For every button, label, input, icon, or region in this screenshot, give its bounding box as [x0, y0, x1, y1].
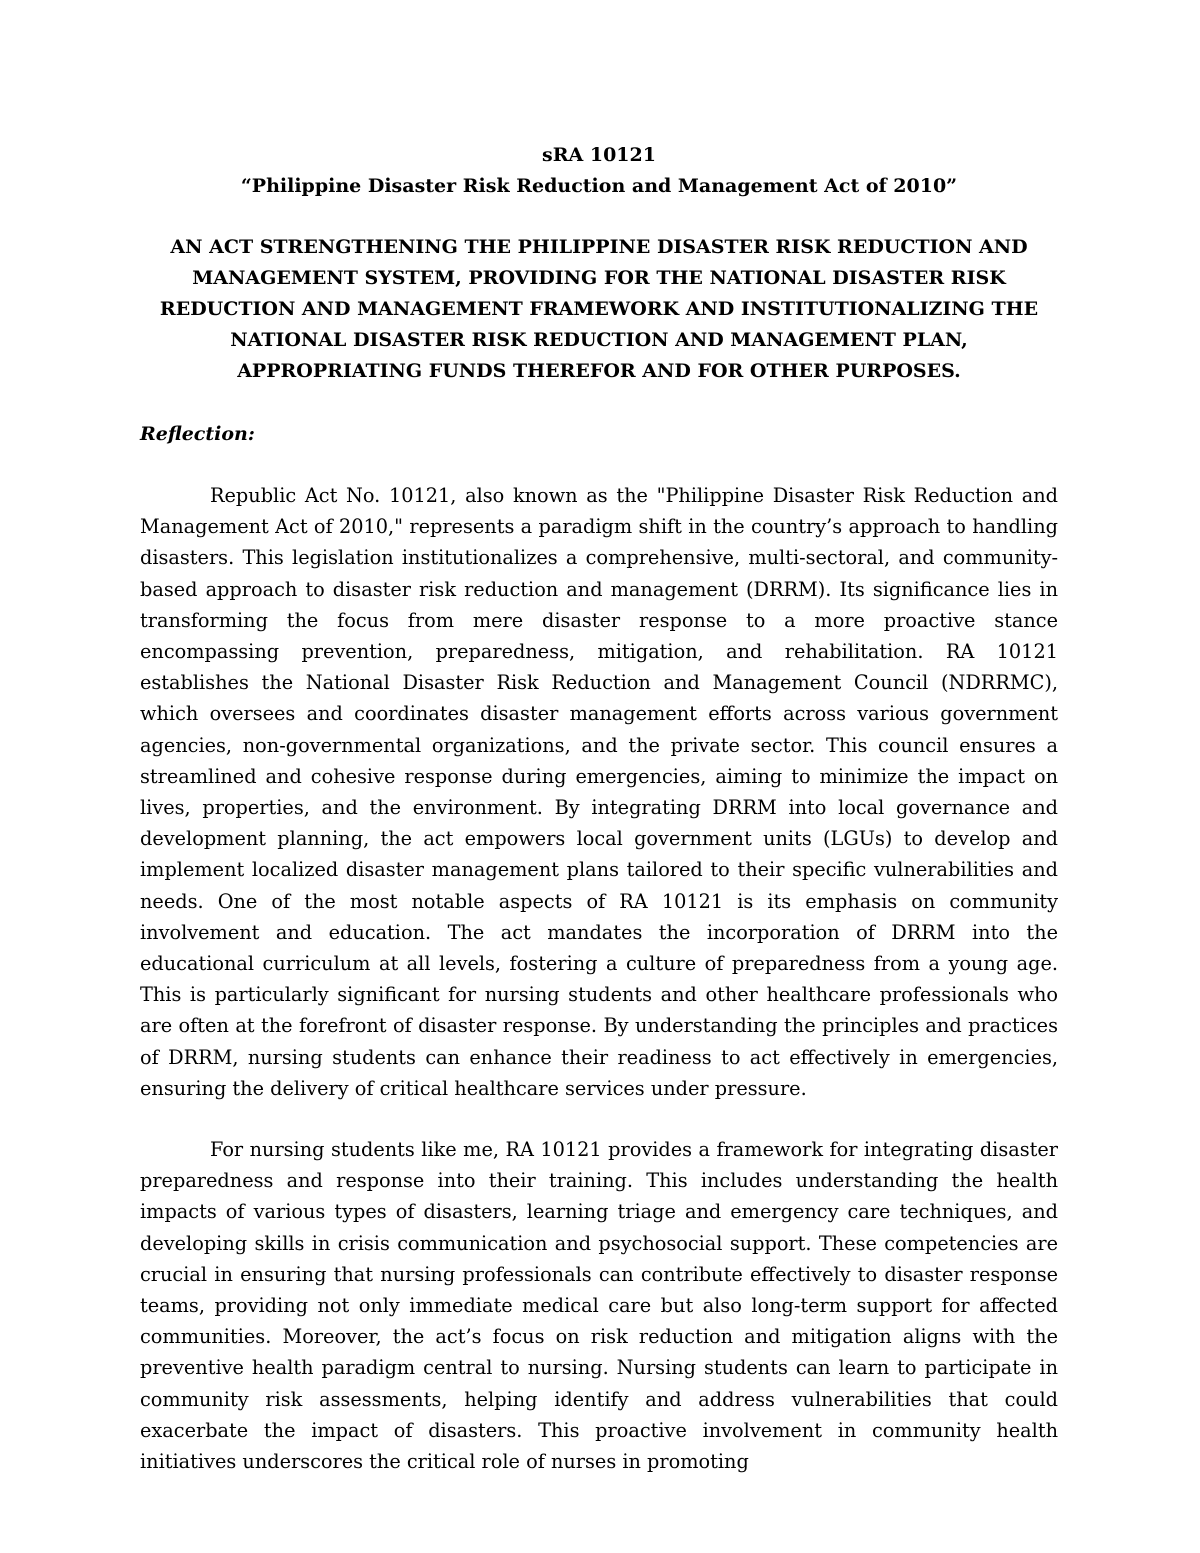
paragraph-1: Republic Act No. 10121, also known as the "Philippine Disaster Risk Reduction and Management Act of 2010," represents a paradigm shift in the country’s approach to handling disasters. This legislation institutionalizes a comprehensive, multi-sectoral, and community-based approach to disaster risk reduction and management (DRRM). Its significance lies in transforming the focus from mere disaster response to a more proactive stance encompassing prevention, preparedness, mitigation, and rehabilitation. RA 10121 establishes the National Disaster Risk Reduction and Management Council (NDRRMC), which oversees and coordinates disaster management efforts across various government agencies, non-governmental organizations, and the private sector. This council ensures a streamlined and cohesive response during emergencies, aiming to minimize the impact on lives, properties, and the environment. By integrating DRRM into local governance and development planning, the act empowers local government units (LGUs) to develop and implement localized disaster management plans tailored to their specific vulnerabilities and needs. One of the most notable aspects of RA 10121 is its emphasis on community involvement and education. The act mandates the incorporation of DRRM into the educational curriculum at all levels, fostering a culture of preparedness from a young age. This is particularly significant for nursing students and other healthcare professionals who are often at the forefront of disaster response. By understanding the principles and practices of DRRM, nursing students can enhance their readiness to act effectively in emergencies, ensuring the delivery of critical healthcare services under pressure.	[140, 484, 1058, 1100]
document-short-title: “Philippine Disaster Risk Reduction and Management Act of 2010”	[240, 175, 958, 197]
act-title: AN ACT STRENGTHENING THE PHILIPPINE DISASTER RISK REDUCTION AND MANAGEMENT SYSTEM, PROVIDING FOR THE NATIONAL DISASTER RISK REDUCTION AND MANAGEMENT FRAMEWORK AND INSTITUTIONALIZING THE NATIONAL DISASTER RISK REDUCTION AND MANAGEMENT PLAN, APPROPRIATING FUNDS THEREFOR AND FOR OTHER PURPOSES.	[159, 236, 1039, 382]
document-code: sRA 10121	[542, 144, 656, 166]
paragraph-2: For nursing students like me, RA 10121 provides a framework for integrating disaster preparedness and response into their training. This includes understanding the health impacts of various types of disasters, learning triage and emergency care techniques, and developing skills in crisis communication and psychosocial support. These competencies are crucial in ensuring that nursing professionals can contribute effectively to disaster response teams, providing not only immediate medical care but also long-term support for affected communities. Moreover, the act’s focus on risk reduction and mitigation aligns with the preventive health paradigm central to nursing. Nursing students can learn to participate in community risk assessments, helping identify and address vulnerabilities that could exacerbate the impact of disasters. This proactive involvement in community health initiatives underscores the critical role of nurses in promoting	[140, 1138, 1058, 1474]
document-content	[140, 140, 1058, 1477]
section-heading: Reflection:	[140, 423, 255, 445]
